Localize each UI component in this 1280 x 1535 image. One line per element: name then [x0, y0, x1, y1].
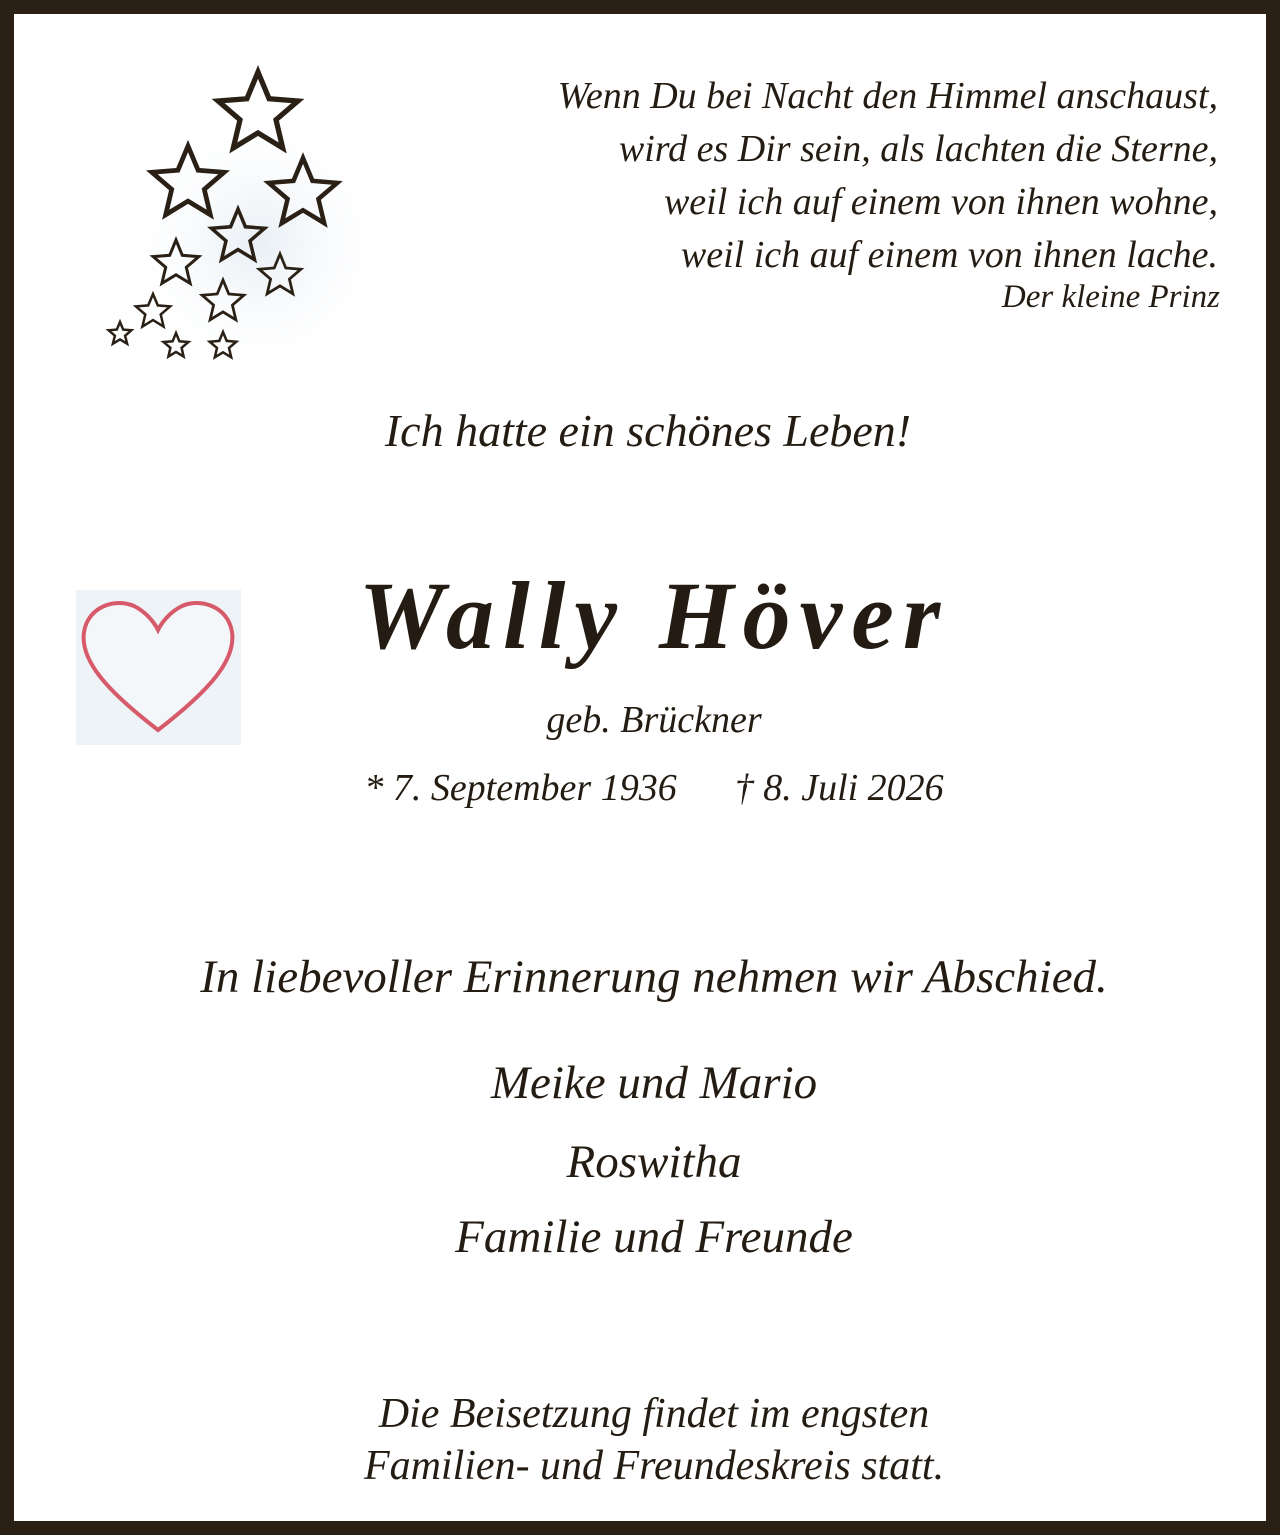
- birth-name: geb. Brückner: [546, 699, 762, 741]
- star-icon: [109, 322, 132, 344]
- burial-line: Familien- und Freundeskreis statt.: [363, 1443, 945, 1489]
- death-date: † 8. Juli 2026: [734, 767, 944, 809]
- poem-line: wird es Dir sein, als lachten die Sterne,: [618, 128, 1218, 170]
- burial-line: Die Beisetzung findet im engsten: [378, 1391, 930, 1437]
- poem-quote: [558, 70, 1218, 282]
- deceased-name: Wally Höver: [358, 562, 950, 669]
- poem-line: weil ich auf einem von ihnen wohne,: [663, 181, 1218, 223]
- burial-notice: [14, 1388, 1280, 1492]
- birth-date: * 7. September 1936: [364, 767, 677, 809]
- stars-icon: [98, 54, 388, 374]
- mourner-name: Roswitha: [566, 1136, 742, 1188]
- headline: Ich hatte ein schönes Leben!: [384, 405, 912, 456]
- mourner-name: Meike und Mario: [490, 1057, 818, 1109]
- poem-line: Wenn Du bei Nacht den Himmel anschaust,: [557, 75, 1218, 117]
- mourner-name: Familie und Freunde: [455, 1211, 853, 1263]
- poem-line: weil ich auf einem von ihnen lache.: [680, 234, 1218, 276]
- life-dates: [14, 766, 1280, 810]
- farewell-text: In liebevoller Erinnerung nehmen wir Abschied.: [200, 951, 1108, 1003]
- poem-source: Der kleine Prinz: [1001, 279, 1220, 315]
